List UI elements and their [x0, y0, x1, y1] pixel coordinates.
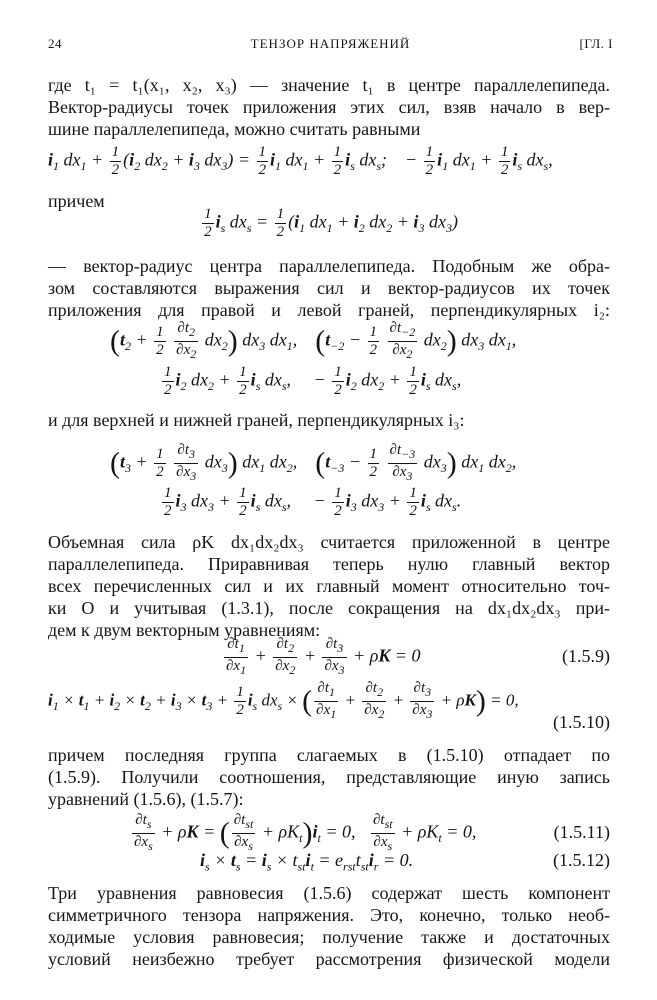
text-line: параллелепипеда. Приравнивая теперь нулю главный вектор	[48, 554, 610, 574]
equation-1-5-11: $\frac{\partial t_s}{\partial x_s}$ + ρK = ( $\frac{\partial t_{st}}{\partial x_s}$ + $\rho K_t)i_t = 0$, $\frac{\partial t_{st}}{\partial x_s}$ + $\rho K_t = 0$,	[134, 812, 477, 853]
paragraph-upper-lower	[48, 409, 610, 431]
equation-upper-lower-radii: $\frac{1}{2}$ $i_3$ $dx_3$ + $\frac{1}{2}$ $i_s$ $dx_s$, − $\frac{1}{2}$ $i_3$ $dx_3$ + $\frac{1}{2}$ $i_s$ $dx_s$.	[164, 485, 462, 519]
equation-number: (1.5.11)	[553, 822, 610, 842]
text-line: симметричного тензора напряжения. Это, конечно, только необ-	[48, 905, 610, 925]
running-header	[48, 36, 613, 54]
text-line: — вектор-радиус центра параллелепипеда. Подобным же обра-	[48, 256, 610, 276]
text-line: причем последняя группа слагаемых в (1.5.10) отпадает по	[48, 745, 610, 765]
text-line: где t₁ = t₁(x₁, x₂, x₃) — значение t₁ в центре параллелепипеда.	[48, 75, 610, 95]
equation-1-5-10: $i_1 \times t_1 + i_2 \times t_2 + i_3 \times t_3$ + $\frac{1}{2}$ $i_s$ $dx_s$ × ( $\frac{\partial t_1}{\partial x_1}$ + $\frac{\partial t_2}{\partial x_2}$ + $\frac{\partial t_3}{\partial x_3}$ + ρK) = 0,	[48, 680, 519, 721]
equation-1-5-9: $\frac{\partial t_1}{\partial x_1}$ + $\frac{\partial t_2}{\partial x_2}$ + $\frac{\partial t_3}{\partial x_3}$ + ρK = 0	[226, 636, 421, 677]
equation-1-5-12: $i_s \times t_s = i_s \times t_{st}i_t = e_{rst}t_{st}i_r = 0$.	[200, 850, 414, 874]
equation-number: (1.5.9)	[562, 646, 610, 666]
text-line: Вектор-радиусы точек приложения этих сил, взяв начало в вер-	[48, 97, 610, 117]
equation-radius-vectors: $i_1$ $dx_1$ + $\frac{1}{2}$ ($i_2$ $dx_2 + i_3$ $dx_3$) = $\frac{1}{2}$ $i_1$ $dx_1$ + $\frac{1}{2}$ $i_s$ $dx_s$; − $\frac{1}{2}$ $i_1$ $dx_1$ + $\frac{1}{2}$ $i_s$ $dx_s$,	[48, 144, 553, 178]
text-line: уравнений (1.5.6), (1.5.7):	[48, 789, 244, 809]
paragraph-three-equations	[48, 882, 610, 970]
equation-center-radius: $\frac{1}{2}$ $i_s$ $dx_s$ = $\frac{1}{2}$ ($i_1$ $dx_1 + i_2$ $dx_2 + i_3$ $dx_3$)	[204, 206, 458, 240]
equation-upper-lower-forces: ($t_3$ + $\frac{1}{2}$ $\frac{\partial t_3}{\partial x_3}$ $dx_3$) $dx_1$ $dx_2$, ($t_{-3}$ − $\frac{1}{2}$ $\frac{\partial t_{-3}}{\partial x_3}$ $dx_3$) $dx_1$ $dx_2$,	[110, 442, 517, 483]
text-line: ходимые условия равновесия; получение также и достаточных	[48, 927, 610, 947]
paragraph-last-group	[48, 744, 610, 810]
equation-right-left-radii: $\frac{1}{2}$ $i_2$ $dx_2$ + $\frac{1}{2}$ $i_s$ $dx_s$, − $\frac{1}{2}$ $i_2$ $dx_2$ + $\frac{1}{2}$ $i_s$ $dx_s$,	[164, 364, 462, 398]
text-line: (1.5.9). Получили соотношения, представляющие иную запись	[48, 767, 610, 787]
text-line: условий неизбежно требует рассмотрения физической модели	[48, 949, 610, 969]
text-line: всех перечисленных сил и их главный момент относительно точ-	[48, 576, 610, 596]
equation-right-left-forces: ($t_2$ + $\frac{1}{2}$ $\frac{\partial t_2}{\partial x_2}$ $dx_2$) $dx_3$ $dx_1$, ($t_{-2}$ − $\frac{1}{2}$ $\frac{\partial t_{-2}}{\partial x_2}$ $dx_2$) $dx_3$ $dx_1$,	[110, 320, 517, 361]
chapter-marker: [ГЛ. I	[579, 36, 613, 51]
paragraph-vector-radius	[48, 255, 610, 321]
text-line: причем	[48, 191, 105, 211]
text-line: дем к двум векторным уравнениям:	[48, 620, 321, 640]
text-line: Три уравнения равновесия (1.5.6) содержат шесть компонент	[48, 883, 610, 903]
running-title: ТЕНЗОР НАПРЯЖЕНИЙ	[250, 36, 411, 51]
text-line: шине параллелепипеда, можно считать равными	[48, 119, 421, 139]
text-line: Объемная сила ρK dx₁dx₂dx₃ считается приложенной в центре	[48, 532, 610, 552]
equation-number: (1.5.12)	[553, 850, 610, 870]
text-line: приложения для правой и левой граней, перпендикулярных i₂:	[48, 300, 610, 320]
text-line: зом составляются выражения сил и вектор-радиусов их точек	[48, 278, 610, 298]
text-line: ки O и учитывая (1.3.1), после сокращения на dx₁dx₂dx₃ при-	[48, 598, 610, 618]
paragraph-intro	[48, 74, 610, 140]
paragraph-volume-force	[48, 531, 610, 641]
page-number: 24	[48, 36, 62, 51]
text-line: и для верхней и нижней граней, перпендикулярных i₃:	[48, 410, 465, 430]
equation-number: (1.5.10)	[553, 712, 610, 732]
